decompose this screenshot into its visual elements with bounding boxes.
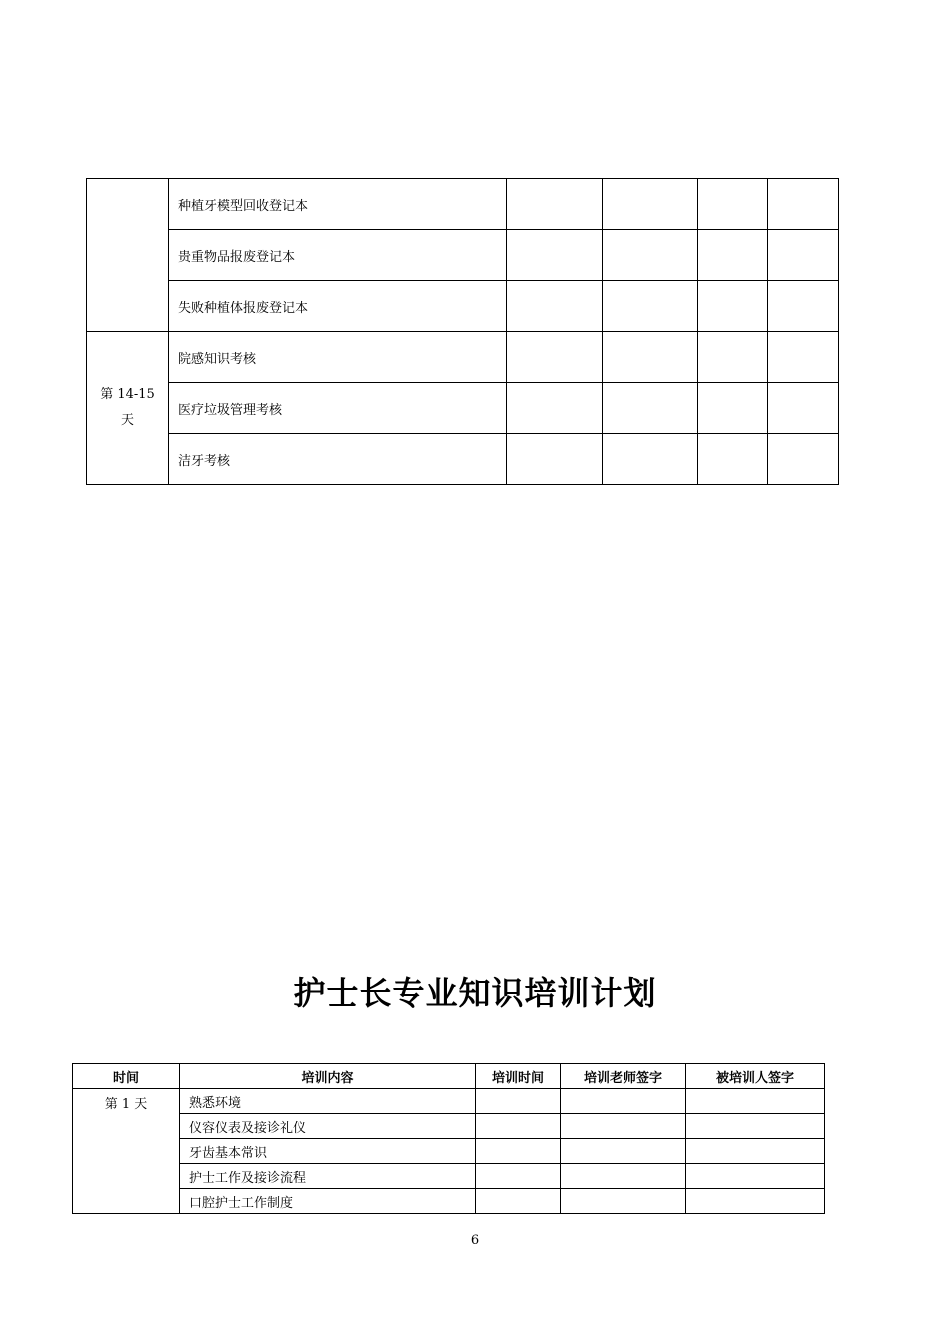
- empty-cell: [768, 281, 839, 332]
- table-row: [87, 332, 839, 383]
- empty-cell: [698, 383, 768, 434]
- training-item: 护士工作及接诊流程: [180, 1164, 476, 1189]
- table-row: [73, 1139, 825, 1164]
- training-item: 贵重物品报废登记本: [169, 230, 507, 281]
- empty-cell: [561, 1189, 686, 1214]
- empty-cell: [686, 1139, 825, 1164]
- page-title: 护士长专业知识培训计划: [293, 974, 657, 1012]
- table-row: [87, 281, 839, 332]
- table-row: [73, 1164, 825, 1189]
- empty-cell: [768, 230, 839, 281]
- header-row: [73, 1064, 825, 1089]
- training-item: 院感知识考核: [169, 332, 507, 383]
- empty-cell: [603, 332, 698, 383]
- empty-cell: [561, 1089, 686, 1114]
- top-schedule-table: [86, 178, 839, 485]
- empty-cell: [698, 434, 768, 485]
- day-cell: [87, 179, 169, 332]
- table-row: [73, 1089, 825, 1114]
- empty-cell: [603, 230, 698, 281]
- table-row: [87, 179, 839, 230]
- empty-cell: [476, 1114, 561, 1139]
- empty-cell: [507, 230, 603, 281]
- empty-cell: [476, 1164, 561, 1189]
- day-cell: 第 1 天: [73, 1089, 180, 1214]
- empty-cell: [561, 1114, 686, 1139]
- empty-cell: [698, 179, 768, 230]
- empty-cell: [698, 332, 768, 383]
- day-cell: [87, 332, 169, 485]
- empty-cell: [476, 1089, 561, 1114]
- day-label: 第 14-15 天: [100, 387, 155, 428]
- training-item: 洁牙考核: [169, 434, 507, 485]
- column-header-trainee-signature: 被培训人签字: [686, 1064, 825, 1089]
- training-item: 失败种植体报废登记本: [169, 281, 507, 332]
- empty-cell: [686, 1164, 825, 1189]
- training-item: 熟悉环境: [180, 1089, 476, 1114]
- empty-cell: [768, 332, 839, 383]
- training-item: 牙齿基本常识: [180, 1139, 476, 1164]
- empty-cell: [768, 383, 839, 434]
- column-header-time: 时间: [73, 1064, 180, 1089]
- empty-cell: [686, 1089, 825, 1114]
- empty-cell: [507, 383, 603, 434]
- empty-cell: [686, 1114, 825, 1139]
- training-item: 种植牙模型回收登记本: [169, 179, 507, 230]
- training-item: 口腔护士工作制度: [180, 1189, 476, 1214]
- table-row: [87, 434, 839, 485]
- empty-cell: [768, 434, 839, 485]
- column-header-training-time: 培训时间: [476, 1064, 561, 1089]
- empty-cell: [476, 1139, 561, 1164]
- empty-cell: [476, 1189, 561, 1214]
- empty-cell: [507, 332, 603, 383]
- page-number: 6: [470, 1233, 480, 1248]
- empty-cell: [686, 1189, 825, 1214]
- empty-cell: [698, 281, 768, 332]
- training-plan-table: [72, 1063, 825, 1214]
- empty-cell: [507, 281, 603, 332]
- column-header-teacher-signature: 培训老师签字: [561, 1064, 686, 1089]
- empty-cell: [603, 281, 698, 332]
- empty-cell: [507, 434, 603, 485]
- table-row: [87, 383, 839, 434]
- empty-cell: [603, 434, 698, 485]
- training-item: 医疗垃圾管理考核: [169, 383, 507, 434]
- empty-cell: [603, 383, 698, 434]
- empty-cell: [603, 179, 698, 230]
- empty-cell: [698, 230, 768, 281]
- empty-cell: [561, 1139, 686, 1164]
- training-item: 仪容仪表及接诊礼仪: [180, 1114, 476, 1139]
- empty-cell: [507, 179, 603, 230]
- empty-cell: [768, 179, 839, 230]
- empty-cell: [561, 1164, 686, 1189]
- table-row: [73, 1114, 825, 1139]
- table-row: [87, 230, 839, 281]
- table-row: [73, 1189, 825, 1214]
- column-header-content: 培训内容: [180, 1064, 476, 1089]
